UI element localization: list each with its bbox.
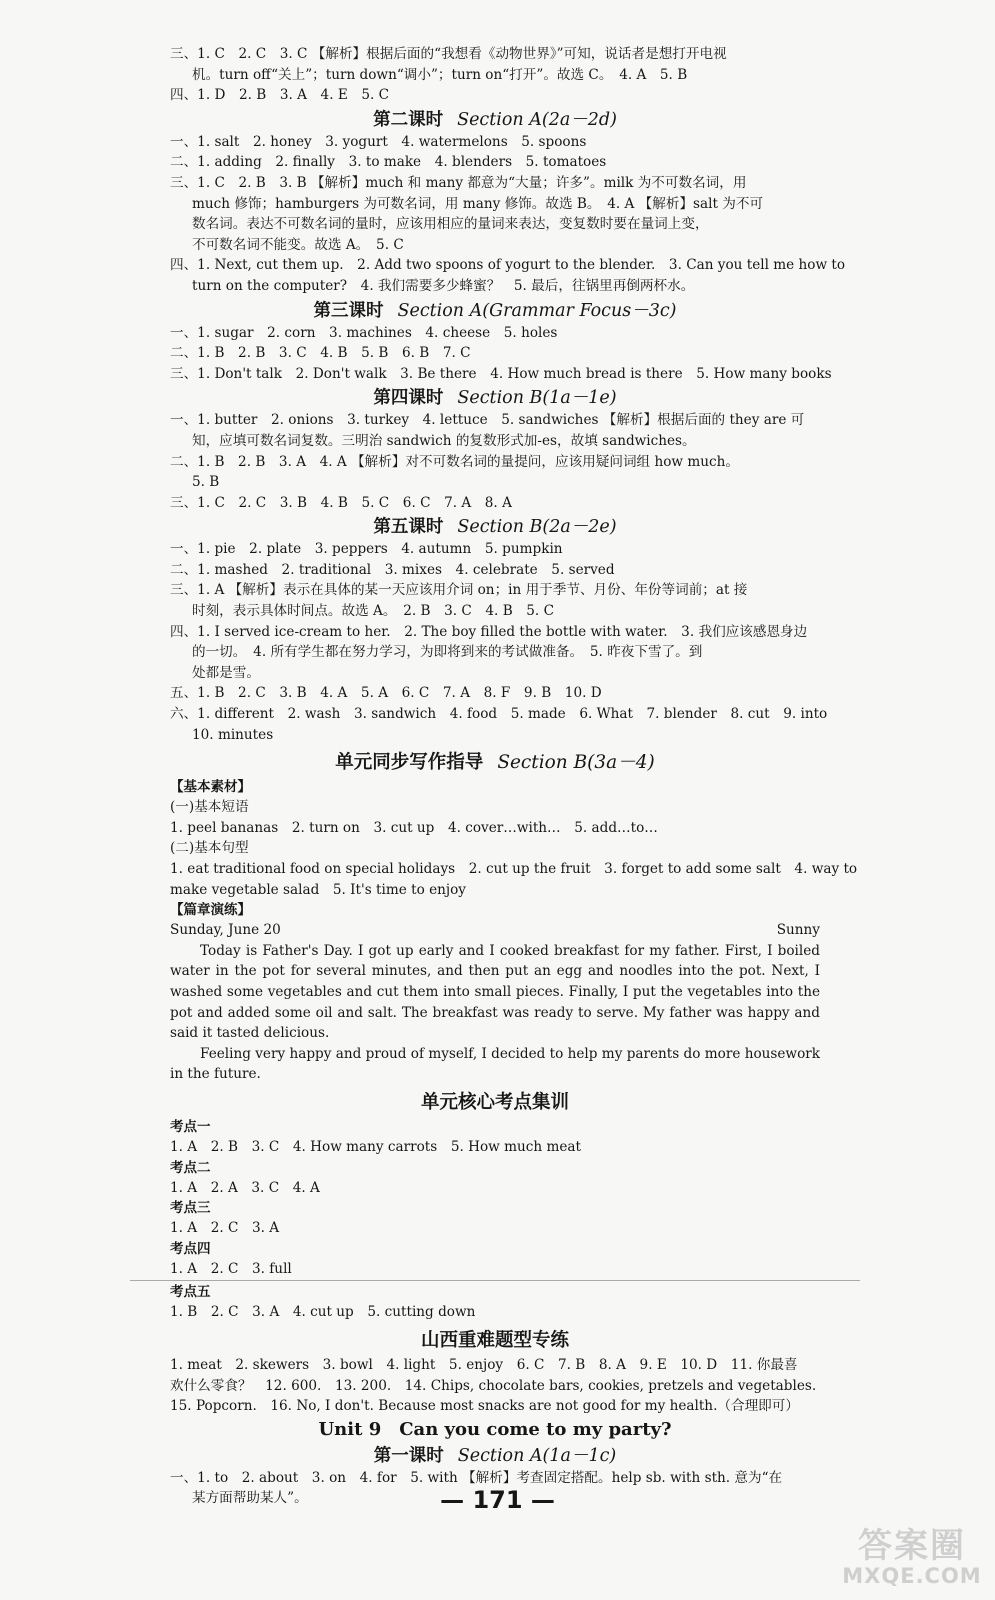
page-number: — 171 — — [440, 1486, 555, 1514]
answer-line: 某方面帮助某人”。 — [192, 1490, 308, 1507]
answer-line: 1. eat traditional food on special holidays 2. cut up the fruit 3. forget to add some salt 4. way to — [170, 861, 858, 877]
answer-line: 1. A 2. B 3. C 4. How many carrots 5. How much meat — [170, 1138, 581, 1155]
lesson-section: Section B(2a－2e) — [457, 517, 617, 538]
answer-line: 四、1. I served ice-cream to her. 2. The boy filled the bottle with water. 3. 我们应该感恩身边 — [170, 623, 808, 640]
answer-line: 一、1. butter 2. onions 3. turkey 4. lettuce 5. sandwiches 【解析】根据后面的 they are 可 — [170, 412, 805, 429]
section-heading — [170, 1091, 820, 1115]
answer-line: make vegetable salad 5. It's time to enjoy — [170, 881, 466, 898]
diary-date: Sunday, June 20 — [170, 922, 281, 939]
practice-label: 【篇章演练】 — [170, 902, 251, 919]
answer-line: 1. B 2. C 3. A 4. cut up 5. cutting down — [170, 1304, 476, 1321]
answer-line: 一、1. pie 2. plate 3. peppers 4. autumn 5. pumpkin — [170, 541, 563, 558]
answer-line: 5. B — [192, 474, 220, 491]
answer-page — [170, 44, 858, 1509]
essay-paragraph: Today is Father's Day. I got up early and I cooked breakfast for my father. First, I boiled water in the pot for several minutes, and then put an egg and noodles into the pot. Next, I washed some vegetables and cut them into small pieces. Finally, I put the vegetables into the pot and added some oil and salt. The breakfast was ready to serve. My father was happy and said it tasted delicious. — [170, 942, 820, 1042]
section-heading — [170, 751, 820, 775]
answer-line: 三、1. C 2. B 3. B 【解析】much 和 many 都意为“大量；许多”。milk 为不可数名词，用 — [170, 174, 747, 191]
kaodian-label: 考点二 — [170, 1159, 211, 1176]
subheading: (二)基本句型 — [170, 840, 249, 857]
answer-line: 二、1. mashed 2. traditional 3. mixes 4. celebrate 5. served — [170, 561, 615, 578]
lesson-heading — [170, 386, 820, 410]
answer-line: 机。turn off“关上”；turn down“调小”；turn on“打开”。故选 C。 4. A 5. B — [192, 66, 688, 83]
answer-line: 1. meat 2. skewers 3. bowl 4. light 5. enjoy 6. C 7. B 8. A 9. E 10. D 11. 你最喜 — [170, 1356, 798, 1373]
answer-line: 一、1. salt 2. honey 3. yogurt 4. watermelons 5. spoons — [170, 133, 587, 150]
kaodian-label: 考点五 — [170, 1284, 211, 1301]
kaodian-label: 考点一 — [170, 1118, 211, 1135]
answer-line: 时刻，表示具体时间点。故选 A。 2. B 3. C 4. B 5. C — [192, 603, 554, 620]
essay-paragraph: Feeling very happy and proud of myself, I decided to help my parents do more housework in the future. — [170, 1045, 820, 1083]
lesson-heading — [170, 1444, 820, 1468]
answer-line: 15. Popcorn. 16. No, I don't. Because most snacks are not good for my health.（合理即可） — [170, 1398, 799, 1415]
answer-line: 知，应填可数名词复数。三明治 sandwich 的复数形式加-es，故填 sandwiches。 — [192, 432, 696, 449]
answer-line: 四、1. Next, cut them up. 2. Add two spoons of yogurt to the blender. 3. Can you tell me how to — [170, 257, 846, 274]
lesson-heading — [170, 515, 820, 539]
answer-line: 三、1. Don't talk 2. Don't walk 3. Be there 4. How much bread is there 5. How many books — [170, 365, 832, 382]
answer-line: 1. A 2. A 3. C 4. A — [170, 1179, 320, 1196]
answer-line: 欢什么零食？ 12. 600. 13. 200. 14. Chips, chocolate bars, cookies, pretzels and vegetables. — [170, 1377, 817, 1394]
lesson-heading — [170, 108, 820, 132]
answer-line: 五、1. B 2. C 3. B 4. A 5. A 6. C 7. A 8. F 9. B 10. D — [170, 685, 602, 702]
diary-weather: Sunny — [776, 922, 820, 939]
section-heading — [170, 1329, 820, 1353]
diary-header — [170, 920, 820, 941]
lesson-title: 第一课时 — [373, 1445, 444, 1466]
answer-line: 三、1. C 2. C 3. B 4. B 5. C 6. C 7. A 8. A — [170, 494, 512, 511]
watermark-text: 答案圈 — [858, 1526, 966, 1566]
section-subtitle: Section B(3a－4) — [497, 752, 655, 774]
answer-line: 二、1. B 2. B 3. C 4. B 5. B 6. B 7. C — [170, 345, 471, 362]
answer-line: 三、1. C 2. C 3. C 【解析】根据后面的“我想看《动物世界》”可知，说话者是想打开电视 — [170, 46, 727, 62]
answer-line: much 修饰；hamburgers 为可数名词，用 many 修饰。故选 B。 4. A 【解析】salt 为不可 — [192, 195, 764, 212]
answer-line: 不可数名词不能变。故选 A。 5. C — [192, 236, 404, 253]
divider — [130, 1280, 860, 1281]
section-title: 单元同步写作指导 — [335, 752, 484, 774]
answer-line: 处都是雪。 — [192, 664, 260, 681]
lesson-section: Section B(1a－1e) — [457, 388, 617, 409]
answer-line: 数名词。表达不可数名词的量时，应该用相应的量词来表达，变复数时要在量词上变， — [192, 216, 709, 233]
lesson-title: 第五课时 — [373, 517, 444, 538]
answer-line: 六、1. different 2. wash 3. sandwich 4. food 5. made 6. What 7. blender 8. cut 9. into — [170, 706, 828, 723]
answer-line: 1. A 2. C 3. full — [170, 1260, 292, 1277]
lesson-title: 第二课时 — [373, 109, 444, 130]
answer-line: 二、1. adding 2. finally 3. to make 4. blenders 5. tomatoes — [170, 154, 607, 171]
watermark-logo — [837, 1528, 987, 1594]
answer-line: 1. peel bananas 2. turn on 3. cut up 4. cover…with… 5. add…to… — [170, 819, 658, 836]
lesson-title: 第三课时 — [313, 300, 384, 321]
lesson-title: 第四课时 — [373, 388, 444, 409]
material-label: 【基本素材】 — [170, 779, 251, 796]
answer-line: turn on the computer? 4. 我们需要多少蜂蜜？ 5. 最后，往锅里再倒两杯水。 — [192, 277, 695, 294]
section-title: 山西重难题型专练 — [420, 1329, 569, 1351]
lesson-heading — [170, 299, 820, 323]
answer-line: 一、1. sugar 2. corn 3. machines 4. cheese 5. holes — [170, 324, 558, 341]
kaodian-label: 考点三 — [170, 1200, 211, 1217]
section-title: 单元核心考点集训 — [420, 1091, 569, 1113]
unit-title: Unit 9 Can you come to my party? — [318, 1418, 672, 1440]
watermark-url: MXQE.COM — [842, 1564, 982, 1588]
kaodian-label: 考点四 — [170, 1240, 211, 1257]
lesson-section: Section A(Grammar Focus－3c) — [397, 300, 677, 321]
answer-line: 10. minutes — [192, 726, 274, 743]
lesson-section: Section A(1a－1c) — [457, 1445, 617, 1466]
subheading: (一)基本短语 — [170, 799, 249, 816]
answer-line: 四、1. D 2. B 3. A 4. E 5. C — [170, 87, 390, 104]
answer-line: 1. A 2. C 3. A — [170, 1220, 280, 1237]
answer-line: 三、1. A 【解析】表示在具体的某一天应该用介词 on；in 用于季节、月份、年份等词前；at 接 — [170, 582, 748, 599]
lesson-section: Section A(2a－2d) — [457, 109, 617, 130]
answer-line: 二、1. B 2. B 3. A 4. A 【解析】对不可数名词的量提问，应该用疑问词组 how much。 — [170, 453, 739, 470]
answer-line: 的一切。 4. 所有学生都在努力学习，为即将到来的考试做准备。 5. 昨夜下雪了。到 — [192, 644, 703, 661]
answer-line: 一、1. to 2. about 3. on 4. for 5. with 【解析】考查固定搭配。help sb. with sth. 意为“在 — [170, 1469, 783, 1486]
